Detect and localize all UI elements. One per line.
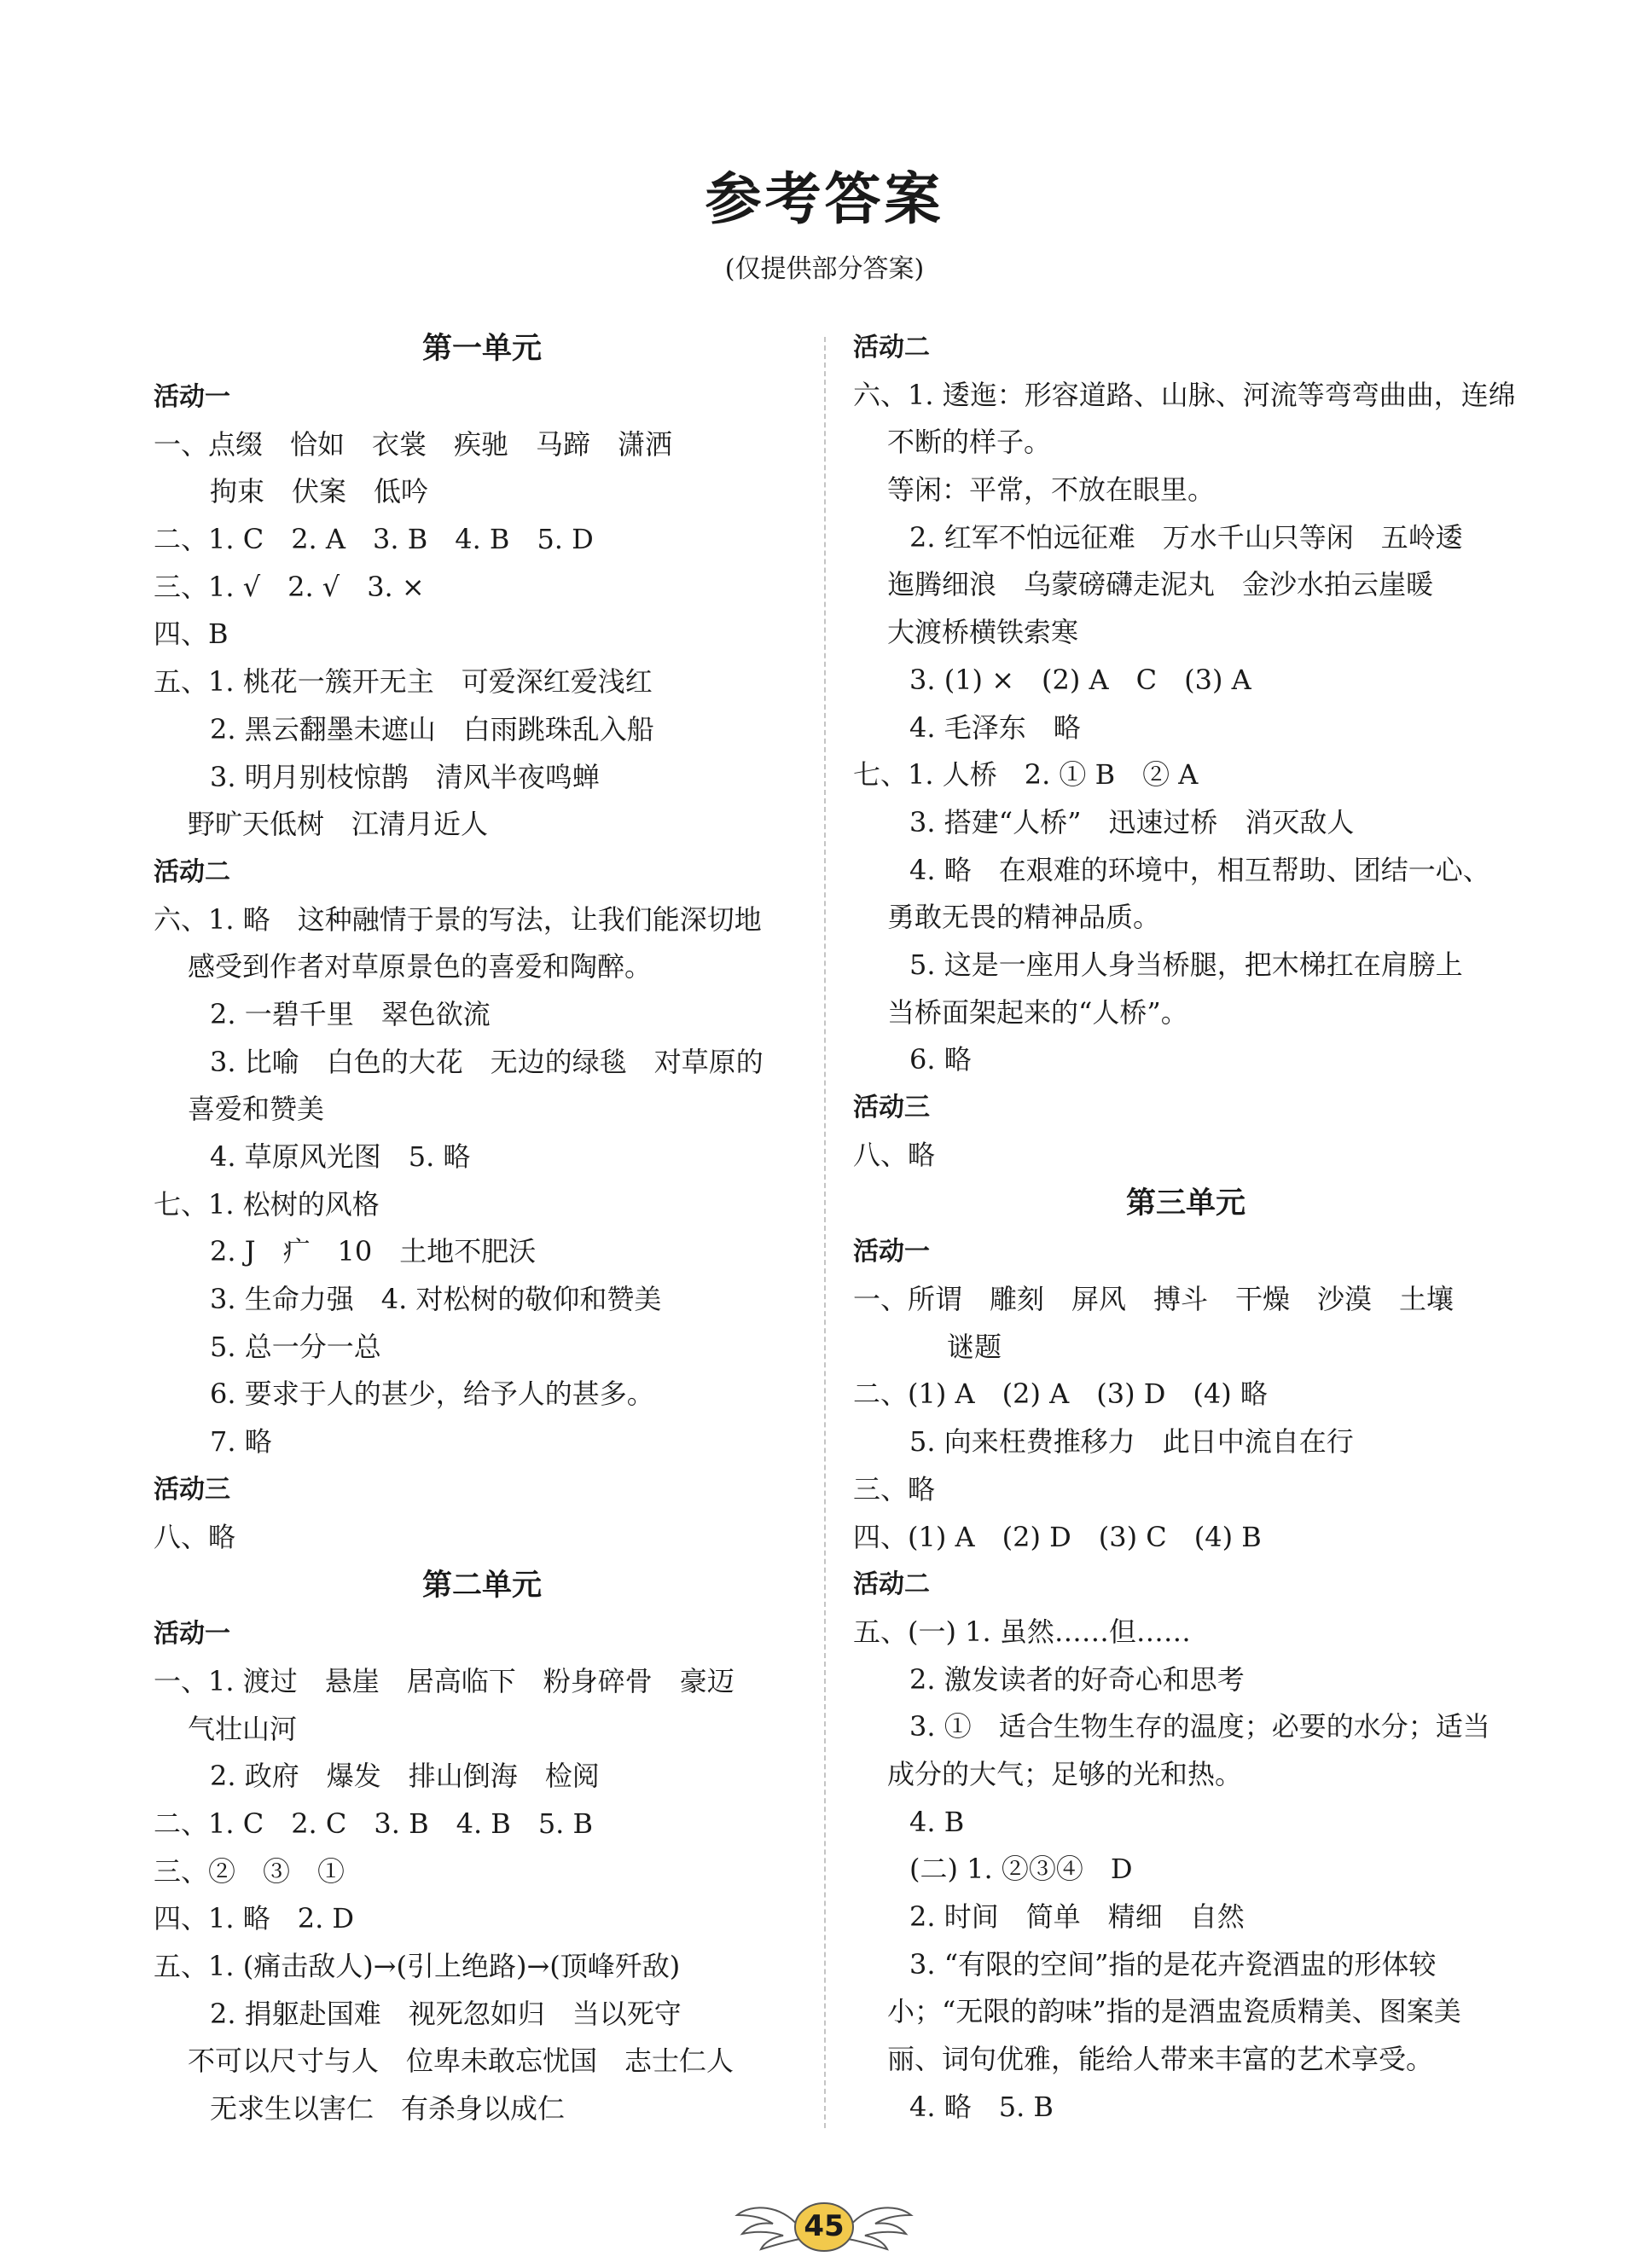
page-title: 参考答案 bbox=[705, 166, 944, 232]
answer-line: 七、1. 松树的风格 bbox=[154, 1187, 380, 1221]
answer-line: 一、点缀 恰如 衣裳 疾驰 马蹄 潇洒 bbox=[154, 427, 673, 461]
answer-line: 五、1. 桃花一簇开无主 可爱深红爱浅红 bbox=[154, 665, 653, 699]
activity-heading: 活动三 bbox=[154, 1474, 230, 1505]
answer-line: 4. B bbox=[909, 1805, 965, 1838]
answer-line: 无求生以害仁 有杀身以成仁 bbox=[210, 2092, 566, 2126]
answer-line: 二、(1) A (2) A (3) D (4) 略 bbox=[853, 1378, 1268, 1411]
answer-line: 六、1. 略 这种融情于景的写法，让我们能深切地 bbox=[154, 902, 762, 936]
answer-line: 八、略 bbox=[154, 1520, 236, 1553]
answer-line: 4. 略 在艰难的环境中，相互帮助、团结一心、 bbox=[909, 853, 1490, 886]
answer-line: 三、1. √ 2. √ 3. × bbox=[154, 570, 425, 603]
answer-line: 等闲：平常，不放在眼里。 bbox=[887, 473, 1216, 507]
page-subtitle: (仅提供部分答案) bbox=[724, 254, 925, 284]
answer-line: 7. 略 bbox=[210, 1425, 272, 1459]
answer-line: 六、1. 逶迤：形容道路、山脉、河流等弯弯曲曲，连绵 bbox=[853, 378, 1516, 411]
answer-line: 二、1. C 2. C 3. B 4. B 5. B bbox=[154, 1807, 594, 1840]
answer-line: 四、1. 略 2. D bbox=[154, 1902, 355, 1935]
answer-line: 四、(1) A (2) D (3) C (4) B bbox=[853, 1520, 1262, 1553]
unit-heading: 第一单元 bbox=[421, 332, 542, 366]
answer-line: 2. 激发读者的好奇心和思考 bbox=[909, 1662, 1245, 1696]
answer-line: 拘束 伏案 低吟 bbox=[210, 475, 429, 508]
answer-line: 4. 草原风光图 5. 略 bbox=[210, 1140, 471, 1173]
answer-line: 2. J 疒 10 土地不肥沃 bbox=[210, 1235, 537, 1268]
answer-line: 四、B bbox=[154, 618, 229, 651]
answer-line: 五、(一) 1. 虽然……但…… bbox=[853, 1615, 1191, 1648]
right-column bbox=[853, 324, 1518, 2131]
answer-line: 6. 略 bbox=[909, 1043, 972, 1076]
page-number: 45 bbox=[804, 2209, 845, 2243]
unit-heading: 第二单元 bbox=[421, 1569, 542, 1604]
answer-line: 3. 比喻 白色的大花 无边的绿毯 对草原的 bbox=[210, 1045, 764, 1078]
answer-line: 丽、词句优雅，能给人带来丰富的艺术享受。 bbox=[887, 2043, 1434, 2076]
answer-line: 4. 略 5. B bbox=[909, 2090, 1054, 2123]
answer-line: 2. 红军不怕远征难 万水千山只等闲 五岭逶 bbox=[909, 520, 1463, 554]
activity-heading: 活动二 bbox=[853, 1569, 930, 1600]
answer-line: 2. 黑云翻墨未遮山 白雨跳珠乱入船 bbox=[210, 712, 654, 745]
left-column bbox=[154, 324, 810, 2133]
answer-line: 2. 政府 爆发 排山倒海 检阅 bbox=[210, 1760, 600, 1793]
answer-line: 八、略 bbox=[853, 1138, 936, 1171]
answer-line: 野旷天低树 江清月近人 bbox=[188, 808, 489, 841]
answer-line: 3. 明月别枝惊鹊 清风半夜鸣蝉 bbox=[210, 760, 600, 793]
answer-line: 5. 总一分一总 bbox=[210, 1330, 381, 1363]
answer-line: 4. 毛泽东 略 bbox=[909, 711, 1081, 744]
answer-line: 不断的样子。 bbox=[887, 426, 1052, 459]
answer-line: 谜题 bbox=[947, 1330, 1002, 1363]
answer-line: 6. 要求于人的甚少，给予人的甚多。 bbox=[210, 1378, 654, 1411]
answer-line: 2. 捐躯赴国难 视死忽如归 当以死守 bbox=[210, 1997, 682, 2030]
answer-line: 二、1. C 2. A 3. B 4. B 5. D bbox=[154, 523, 594, 556]
answer-line: 2. 时间 简单 精细 自然 bbox=[909, 1900, 1245, 1933]
answer-line: 大渡桥横铁索寒 bbox=[887, 616, 1079, 649]
activity-heading: 活动二 bbox=[853, 333, 930, 363]
activity-heading: 活动一 bbox=[853, 1237, 930, 1267]
answer-line: 喜爱和赞美 bbox=[188, 1093, 325, 1126]
answer-line: 2. 一碧千里 翠色欲流 bbox=[210, 997, 491, 1030]
answer-line: 迤腾细浪 乌蒙磅礴走泥丸 金沙水拍云崖暖 bbox=[887, 568, 1434, 601]
answer-line: 当桥面架起来的“人桥”。 bbox=[887, 995, 1188, 1029]
answer-line: 3. (1) × (2) A C (3) A bbox=[909, 663, 1251, 696]
answer-line: 5. 向来枉费推移力 此日中流自在行 bbox=[909, 1425, 1354, 1459]
unit-heading: 第三单元 bbox=[1125, 1186, 1245, 1221]
answer-line: 三、略 bbox=[853, 1472, 936, 1505]
answer-line: 成分的大气；足够的光和热。 bbox=[887, 1757, 1243, 1790]
answer-line: 3. 搭建“人桥” 迅速过桥 消灭敌人 bbox=[909, 805, 1355, 838]
answer-line: 五、1. (痛击敌人)→(引上绝路)→(顶峰歼敌) bbox=[154, 1950, 681, 1982]
answer-line: 勇敢无畏的精神品质。 bbox=[887, 901, 1161, 934]
answer-line: 3. 生命力强 4. 对松树的敬仰和赞美 bbox=[210, 1283, 662, 1316]
activity-heading: 活动一 bbox=[154, 382, 230, 412]
answer-line: 三、② ③ ① bbox=[154, 1854, 345, 1888]
answer-line: 小；“无限的韵味”指的是酒盅瓷质精美、图案美 bbox=[887, 1995, 1461, 2028]
answer-line: 七、1. 人桥 2. ① B ② A bbox=[853, 758, 1199, 792]
answer-line: 一、1. 渡过 悬崖 居高临下 粉身碎骨 豪迈 bbox=[154, 1664, 735, 1697]
answer-line: 5. 这是一座用人身当桥腿，把木梯扛在肩膀上 bbox=[909, 948, 1463, 981]
answer-line: 一、所谓 雕刻 屏风 搏斗 干燥 沙漠 土壤 bbox=[853, 1283, 1454, 1316]
answer-line: 3. ① 适合生物生存的温度；必要的水分；适当 bbox=[909, 1710, 1490, 1743]
answer-line: 气壮山河 bbox=[188, 1712, 298, 1745]
activity-heading: 活动一 bbox=[154, 1619, 230, 1650]
activity-heading: 活动三 bbox=[853, 1093, 930, 1122]
column-divider bbox=[824, 337, 826, 2128]
answer-line: 不可以尺寸与人 位卑未敢忘忧国 志士仁人 bbox=[188, 2045, 735, 2078]
answer-line: 3. “有限的空间”指的是花卉瓷酒盅的形体较 bbox=[909, 1947, 1437, 1981]
answer-line: 感受到作者对草原景色的喜爱和陶醉。 bbox=[188, 950, 653, 983]
answer-line: (二) 1. ②③④ D bbox=[909, 1853, 1133, 1886]
activity-heading: 活动二 bbox=[154, 856, 230, 887]
